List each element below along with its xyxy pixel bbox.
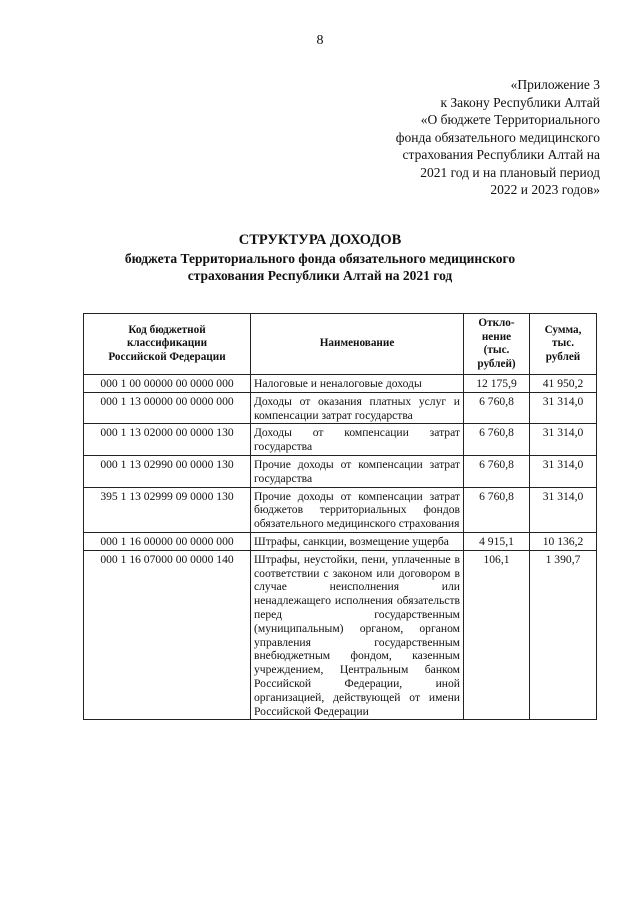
cell-code: 000 1 13 00000 00 0000 000	[84, 392, 251, 424]
header-deviation: Откло- нение (тыс. рублей)	[464, 314, 530, 375]
header-sum: Сумма, тыс. рублей	[530, 314, 597, 375]
cell-sum: 31 314,0	[530, 392, 597, 424]
cell-deviation: 6 760,8	[464, 487, 530, 532]
cell-sum: 31 314,0	[530, 424, 597, 456]
header-code: Код бюджетной классификации Российской Федерации	[84, 314, 251, 375]
cell-name: Прочие доходы от компенсации затрат бюджетов территориальных фондов обязательного медицинского страхования	[251, 487, 464, 532]
cell-deviation: 106,1	[464, 550, 530, 720]
appendix-line: «О бюджете Территориального	[420, 112, 600, 127]
cell-code: 000 1 16 00000 00 0000 000	[84, 532, 251, 550]
table-row	[84, 550, 597, 720]
table-row	[84, 424, 597, 456]
appendix-line: к Закону Республики Алтай	[440, 94, 600, 110]
cell-code: 000 1 13 02000 00 0000 130	[84, 424, 251, 456]
cell-code: 000 1 16 07000 00 0000 140	[84, 550, 251, 720]
table-row	[84, 455, 597, 487]
cell-deviation: 6 760,8	[464, 424, 530, 456]
appendix-line: «Приложение 3	[510, 77, 600, 92]
cell-deviation: 6 760,8	[464, 455, 530, 487]
cell-name: Штрафы, неустойки, пени, уплаченные в соответствии с законом или договором в случае неисполнения или ненадлежащего исполнения обязательств перед государственным (муниципальным) органом, органом управления государственным внебюджетным фондом, казенным учреждением, Центральным банком Российской Федерации, иной организацией, действующей от имени Российской Федерации	[251, 550, 464, 720]
appendix-line: 2021 год и на плановый период	[420, 164, 600, 180]
cell-deviation: 12 175,9	[464, 375, 530, 393]
table-row	[84, 487, 597, 532]
page-number: 8	[316, 33, 324, 48]
cell-sum: 1 390,7	[530, 550, 597, 720]
appendix-line: страхования Республики Алтай на	[402, 147, 600, 162]
cell-code: 000 1 00 00000 00 0000 000	[84, 375, 251, 393]
table-row	[84, 392, 597, 424]
appendix-note	[340, 76, 600, 199]
cell-code: 395 1 13 02999 09 0000 130	[84, 487, 251, 532]
cell-deviation: 6 760,8	[464, 392, 530, 424]
cell-sum: 41 950,2	[530, 375, 597, 393]
cell-sum: 31 314,0	[530, 487, 597, 532]
cell-deviation: 4 915,1	[464, 532, 530, 550]
table-row	[84, 375, 597, 393]
header-name: Наименование	[251, 314, 464, 375]
cell-name: Доходы от компенсации затрат государства	[251, 424, 464, 456]
cell-name: Доходы от оказания платных услуг и компенсации затрат государства	[251, 392, 464, 424]
cell-sum: 10 136,2	[530, 532, 597, 550]
appendix-line: 2022 и 2023 годов»	[490, 182, 600, 197]
cell-sum: 31 314,0	[530, 455, 597, 487]
cell-name: Прочие доходы от компенсации затрат государства	[251, 455, 464, 487]
title-main: СТРУКТУРА ДОХОДОВ	[238, 232, 402, 248]
cell-name: Налоговые и неналоговые доходы	[251, 375, 464, 393]
title-line: бюджета Территориального фонда обязательного медицинского	[124, 250, 516, 266]
appendix-line: фонда обязательного медицинского	[395, 129, 600, 145]
table-header-row	[84, 314, 597, 375]
cell-code: 000 1 13 02990 00 0000 130	[84, 455, 251, 487]
document-title	[0, 232, 640, 285]
title-line: страхования Республики Алтай на 2021 год	[187, 268, 453, 283]
table-row	[84, 532, 597, 550]
cell-name: Штрафы, санкции, возмещение ущерба	[251, 532, 464, 550]
income-structure-table	[83, 313, 597, 720]
